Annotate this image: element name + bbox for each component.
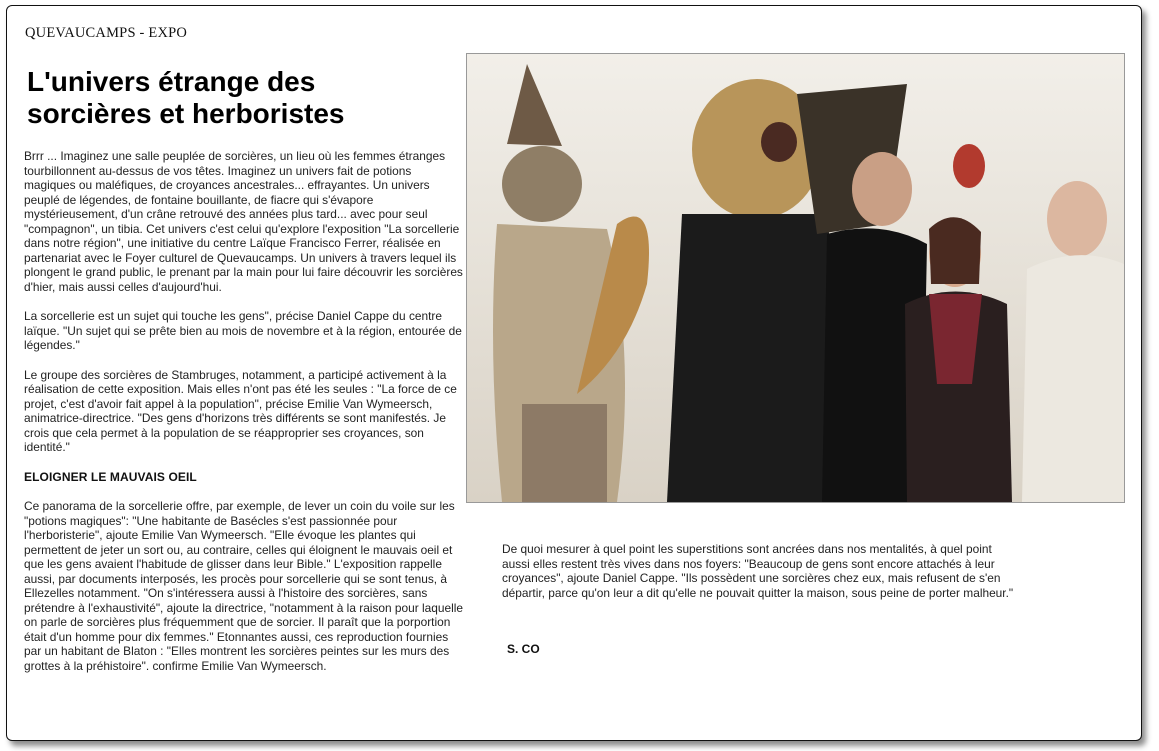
paragraph-panorama: Ce panorama de la sorcellerie offre, par exemple, de lever un coin du voile sur les "potions magiques": "Une habitante de Basécles s'est passionnée pour l'herboristerie", ajoute Emilie Van Wymeersch. "Elle évoque les plantes qui permettent de jeter un sort ou, au contraire, celles qui éloignent le mauvais oeil et que les gens avaient l'habitude de glisser dans leur Bible." L'exposition rappelle aussi, par documents interposés, les procès pour sorcellerie qui se sont tenus, à Ellezelles notamment. "On s'intéressera aussi à l'histoire des sorcières, sans prétendre à l'exhaustivité", ajoute la directrice, "notamment à la raison pour laquelle on parle de sorcières plus fréquemment que de sorcier. Il paraît que la porportion était d'un homme pour dix femmes." Etonnantes aussi, ces reproduction fournies par un habitant de Blaton : "Elles montrent les sorcières peintes sur les murs des grottes à la préhistoire". confirme Emilie Van Wymeersch.: [24, 499, 464, 673]
paragraph-intro: Brrr ... Imaginez une salle peuplée de sorcières, un lieu où les femmes étranges tourbillonnent au-dessus de vos têtes. Imaginez un univers fait de potions magiques ou maléfiques, de croyances ancestrales... effrayantes. Un univers peuplé de légendes, de fontaine bouillante, de fiacre qui s'évapore mystérieusement, d'un crâne retrouvé des années plus tard... avec pour seul "compagnon", un tibia. Cet univers c'est celui qu'explore l'exposition "La sorcellerie dans notre région", une initiative du centre Laïque Francisco Ferrer, réalisée en partenariat avec le Foyer culturel de Quevaucamps. Un univers à travers lequel ils plongent le grand public, le prenant par la main pour lui faire découvrir les sorcières d'hier, mais aussi celles d'aujourd'hui.: [24, 149, 463, 294]
article-body-left-column: [24, 149, 464, 688]
article-subheading: ELOIGNER LE MAUVAIS OEIL: [24, 469, 197, 484]
article-body-right-column: [502, 542, 1022, 600]
author-byline: S. CO: [507, 642, 540, 656]
paragraph-stambruges: Le groupe des sorcières de Stambruges, notamment, a participé activement à la réalisation de cette exposition. Mais elles n'ont pas été les seules : "La force de ce projet, c'est d'avoir fait appel à la population", précise Emilie Van Wymeersch, animatrice-directrice. "Des gens d'horizons très différents se sont manifestés. Je crois que cela permet à la population de se réapproprier ses croyances, son identité.": [24, 367, 457, 454]
article-photo: [466, 53, 1125, 503]
section-label: QUEVAUCAMPS - EXPO: [25, 25, 188, 41]
article-headline: L'univers étrange des sorcières et herboristes: [27, 66, 345, 129]
newspaper-clipping: [6, 5, 1142, 741]
paragraph-superstitions: De quoi mesurer à quel point les superstitions sont ancrées dans nos mentalités, à quel point aussi elles restent très vives dans nos foyers: "Beaucoup de gens sont encore attachés à leur croyances", ajoute Daniel Cappe. "Ils possèdent une sorcières chez eux, mais refusent de s'en départir, parce qu'on leur a dit qu'elle ne pouvait quitter la maison, sous peine de porter malheur.": [502, 542, 1014, 600]
paragraph-quote-cappe: La sorcellerie est un sujet qui touche les gens", précise Daniel Cappe du centre laïque. "Un sujet qui se prête bien au mois de novembre et à la région, entourée de légendes.": [24, 309, 462, 352]
